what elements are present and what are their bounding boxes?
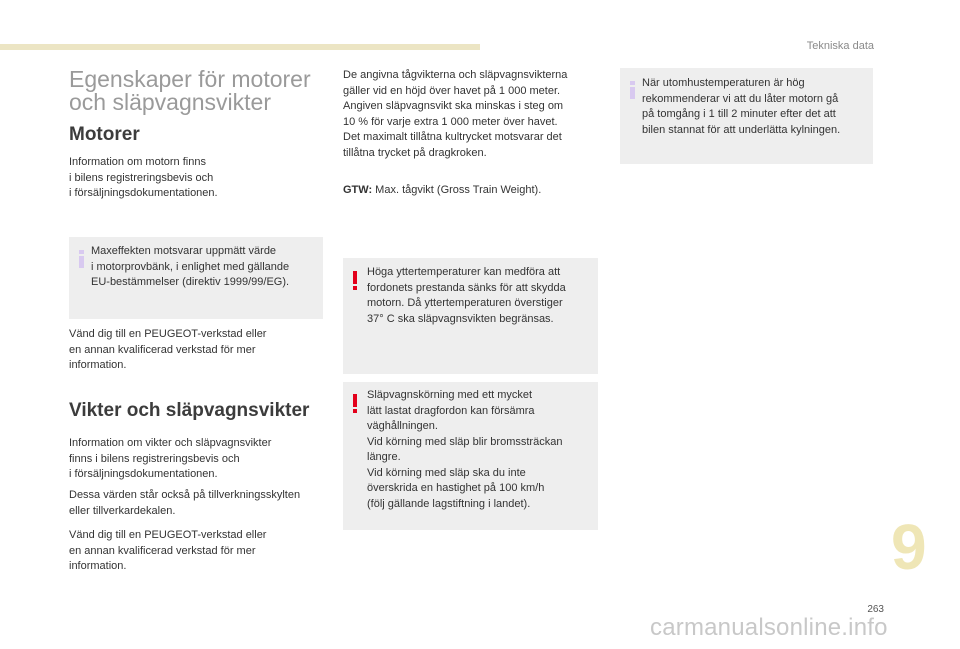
page-number: 263 [867,604,884,615]
info-note-cooling-text: När utomhustemperaturen är hög rekommenderar vi att du låter motorn gå på tomgång i 1 till 2 minuter efter det att bilen stannat för att underlätta kylningen. [642,77,841,136]
info-note-cooling [620,68,873,164]
chapter-number: 9 [891,511,927,583]
vikter-p2: Dessa värden står också på tillverkningsskylten eller tillverkardekalen. [69,489,301,517]
gtw-text: Max. tågvikt (Gross Train Weight). [372,184,542,196]
watermark: carmanualsonline.info [650,614,888,641]
warning-trailer [343,382,598,530]
info-note-text: Maxeffekten motsvarar uppmätt värde i motorprovbänk, i enlighet med gällande EU-bestämmelser (direktiv 1999/99/EG). [91,245,290,288]
warning-icon [353,394,357,413]
page-title: Egenskaper för motorer och släpvagnsvikter [69,66,311,115]
warning-temperature-text: Höga yttertemperaturer kan medföra att fordonets prestanda sänks för att skydda motorn. Då yttertemperaturen överstiger 37° C ska släpvagnsvikten begränsas. [367,266,566,325]
heading-motorer: Motorer [69,124,140,145]
vikter-contact: Vänd dig till en PEUGEOT-verkstad eller en annan kvalificerad verkstad för mer information. [69,529,267,572]
vikter-p1: Information om vikter och släpvagnsvikter finns i bilens registreringsbevis och i försäljningsdokumentationen. [69,437,272,480]
motorer-contact: Vänd dig till en PEUGEOT-verkstad eller en annan kvalificerad verkstad för mer information. [69,328,267,371]
warning-trailer-text: Släpvagnskörning med ett mycket lätt lastat dragfordon kan försämra väghållningen. Vid körning med släp blir bromssträckan längre. Vid körning med släp ska du inte överskrida en hastighet på 100 km/h (följ gällande lagstiftning i landet). [367,389,563,510]
motorer-intro: Information om motorn finns i bilens registreringsbevis och i försäljningsdokumentationen. [69,156,218,199]
warning-icon [353,271,357,290]
info-note-motorer [69,237,323,319]
gtw-line [343,183,541,199]
heading-vikter: Vikter och släpvagnsvikter [69,400,310,421]
info-icon [630,81,635,99]
warning-temperature [343,258,598,374]
middle-paragraph: De angivna tågvikterna och släpvagnsvikterna gäller vid en höjd över havet på 1 000 meter. Angiven släpvagnsvikt ska minskas i steg om 10 % för varje extra 1 000 meter över havet. Det maximalt tillåtna kultrycket motsvarar det tillåtna trycket på dragkroken. [343,69,568,159]
gtw-label: GTW: [343,184,373,196]
section-title: Tekniska data [806,40,874,52]
header-accent-bar [0,44,480,50]
info-icon [79,250,84,268]
